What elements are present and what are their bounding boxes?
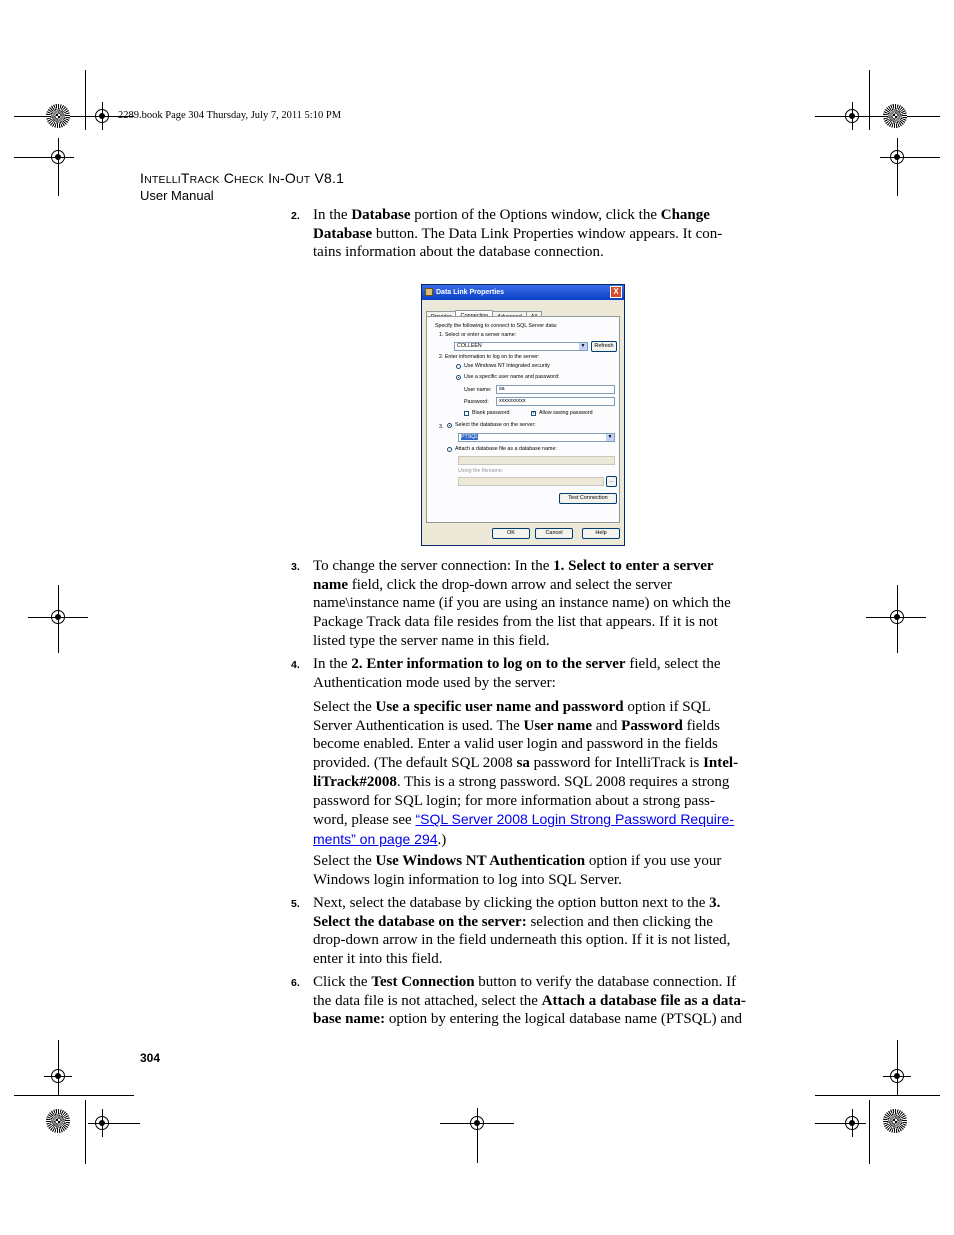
step3-prefix: 3. (439, 424, 444, 430)
intro-text: Specify the following to connect to SQL Server data: (435, 323, 558, 329)
refresh-button[interactable]: Refresh (591, 341, 617, 352)
registration-target-icon (845, 109, 859, 123)
cancel-button[interactable]: Cancel (535, 528, 573, 539)
dropdown-arrow-icon[interactable]: ▼ (607, 434, 613, 440)
step2-label: 2. Enter information to log on to the server: (439, 354, 540, 360)
step-number: 6. (291, 977, 300, 989)
registration-target-icon (95, 109, 109, 123)
cross-reference-link[interactable]: ments” on page 294 (313, 830, 438, 847)
registration-star-icon (46, 104, 70, 128)
specific-user-label: Use a specific user name and password: (464, 374, 560, 380)
step-4-sql-auth-paragraph: Select the Use a specific user name and password option if SQL Server Authentication is used. The User name and Password fields become enabled. Enter a valid user login and password in the fields provided. (The default SQL 2008 sa password for IntelliTrack is Intel- liTrack#2008. This is a strong password. SQL 2008 requires a strong password for SQL login; for more information about a strong pass- word, please see “SQL Server 2008 Login Strong Password Require- ments” on page 294.) (313, 699, 739, 848)
step-3-text: To change the server connection: In the 1. Select to enter a server name field, click the drop-down arrow and select the server name\instance name (if you are using an instance name) on which the Package Track data file resides from the list that appears. If it is not listed type the server name in this field. (313, 558, 731, 649)
server-name-input[interactable]: COLLEEN ▼ (454, 342, 588, 351)
step-2-text: In the Database portion of the Options window, click the Change Database button. The Data Link Properties window appears. It con- tains information about the database connection. (313, 207, 723, 261)
app-icon (425, 288, 433, 296)
attach-db-label: Attach a database file as a database name: (455, 446, 557, 452)
dialog-titlebar (422, 285, 624, 300)
nt-security-label: Use Windows NT Integrated security (464, 363, 550, 369)
username-input[interactable]: sa (496, 385, 615, 394)
step-number: 5. (291, 898, 300, 910)
password-input[interactable]: xxxxxxxxxx (496, 397, 615, 406)
tab-bar (426, 304, 541, 316)
ok-button[interactable]: OK (492, 528, 530, 539)
running-header-subtitle: User Manual (140, 188, 214, 203)
allow-saving-label: Allow saving password (539, 410, 593, 416)
browse-button[interactable]: ... (606, 476, 617, 487)
select-db-label: Select the database on the server: (455, 422, 536, 428)
using-filename-label: Using the filename: (458, 468, 504, 474)
nt-security-radio[interactable] (456, 364, 461, 369)
running-header-title: INTELLITRACK CHECK IN-OUT V8.1 (140, 170, 345, 186)
cross-reference-link[interactable]: “SQL Server 2008 Login Strong Password Require- (415, 811, 735, 828)
page-number: 304 (140, 1051, 161, 1065)
help-button[interactable]: Help (582, 528, 620, 539)
password-label: Password: (464, 399, 489, 405)
dropdown-arrow-icon[interactable]: ▼ (580, 343, 586, 349)
step-number: 3. (291, 561, 300, 573)
step-number: 2. (291, 210, 300, 222)
registration-star-icon (46, 1109, 70, 1133)
database-select[interactable]: PTSQL ▼ (458, 433, 615, 442)
step-number: 4. (291, 659, 300, 671)
username-label: User name: (464, 387, 492, 393)
specific-user-radio[interactable] (456, 375, 461, 380)
allow-saving-checkbox[interactable]: ✓ (532, 410, 537, 416)
close-icon[interactable]: X (610, 286, 622, 298)
dialog-title: Data Link Properties (436, 289, 505, 296)
step-4-text: In the 2. Enter information to log on to the server field, select the Authentication mode used by the server: (313, 656, 721, 691)
print-stamp: 2289.book Page 304 Thursday, July 7, 2011 5:10 PM (118, 110, 342, 121)
step1-label: 1. Select or enter a server name: (439, 332, 517, 338)
registration-star-icon (883, 104, 907, 128)
registration-star-icon (883, 1109, 907, 1133)
connection-panel (426, 316, 620, 523)
select-db-radio[interactable] (447, 423, 452, 428)
blank-password-checkbox[interactable] (464, 411, 469, 416)
data-link-properties-dialog (421, 284, 625, 546)
attach-db-name-input (458, 456, 615, 465)
filename-input (458, 477, 604, 486)
test-connection-button[interactable]: Test Connection (559, 493, 617, 504)
step-5-text: Next, select the database by clicking the option button next to the 3. Select the database on the server: selection and then clicking the drop-down arrow in the field underneath this option. If it is not listed, enter it into this field. (313, 895, 731, 968)
blank-password-label: Blank password (472, 410, 510, 416)
attach-db-radio[interactable] (447, 447, 452, 452)
step-6-text: Click the Test Connection button to verify the database connection. If the data file is not attached, select the Attach a database file as a data- base name: option by entering the logical database name (PTSQL) and (313, 974, 746, 1028)
step-4-nt-auth-paragraph: Select the Use Windows NT Authentication option if you use your Windows login information to log into SQL Server. (313, 853, 722, 888)
